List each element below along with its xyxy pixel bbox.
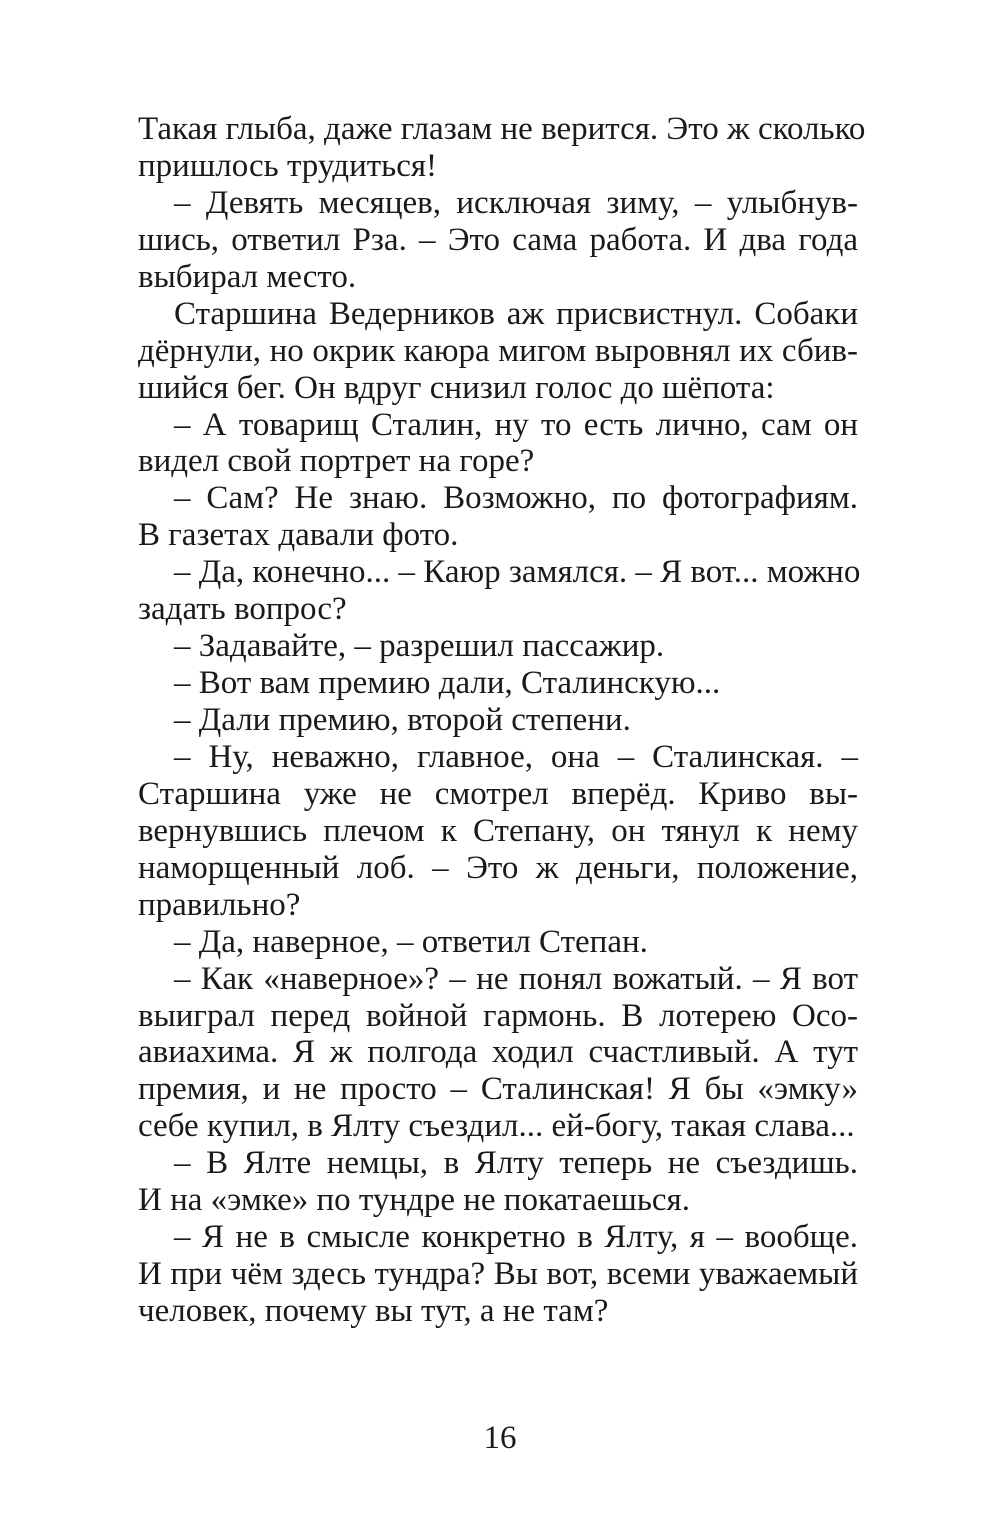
text-line: видел свой портрет на горе? [138, 443, 535, 480]
text-line: Такая глыба, даже глазам не верится. Это ж сколько [138, 111, 866, 147]
text-line: шись, ответил Рза. – Это сама работа. И два года [138, 221, 858, 258]
text-line: – Дали премию, второй степени. [174, 702, 631, 738]
text-line: премия, и не просто – Сталинская! Я бы «эмку» [138, 1071, 858, 1108]
text-line: Старшина Ведерников аж присвистнул. Собаки [174, 295, 858, 332]
text-line: дёрнули, но окрик каюра мигом выровнял их сбив- [138, 332, 858, 369]
text-line: человек, почему вы тут, а не там? [138, 1293, 609, 1329]
text-line: – Да, наверное, – ответил Степан. [174, 923, 648, 960]
text-line: – Ну, неважно, главное, она – Сталинская. – [174, 738, 858, 775]
page-number: 16 [483, 1420, 517, 1456]
text-line: Старшина уже не смотрел вперёд. Криво вы- [138, 775, 858, 812]
text-line: – А товарищ Сталин, ну то есть лично, сам он [174, 406, 858, 443]
text-line: – Девять месяцев, исключая зиму, – улыбнув- [174, 184, 858, 221]
text-line: выиграл перед войной гармонь. В лотерею Осо- [138, 997, 858, 1034]
text-line: – В Ялте немцы, в Ялту теперь не съездишь. [174, 1145, 858, 1182]
text-line: наморщенный лоб. – Это ж деньги, положение, [138, 849, 858, 886]
text-line: авиахима. Я ж полгода ходил счастливый. А тут [138, 1034, 858, 1071]
text-line: – Вот вам премию дали, Сталинскую... [174, 665, 721, 702]
text-line: правильно? [138, 886, 301, 923]
text-line: задать вопрос? [138, 591, 347, 628]
text-line: – Как «наверное»? – не понял вожатый. – Я вот [174, 960, 858, 997]
text-line: В газетах давали фото. [138, 517, 459, 554]
text-line: – Задавайте, – разрешил пассажир. [174, 628, 665, 665]
text-line: шийся бег. Он вдруг снизил голос до шёпота: [138, 369, 775, 406]
body-text [138, 111, 866, 1330]
text-line: – Я не в смысле конкретно в Ялту, я – вообще. [174, 1219, 858, 1256]
text-line: И на «эмке» по тундре не покатаешься. [138, 1182, 690, 1219]
text-line: И при чём здесь тундра? Вы вот, всеми уважаемый [138, 1256, 858, 1293]
text-line: себе купил, в Ялту съездил... ей-богу, такая слава... [138, 1108, 855, 1145]
text-line: вернувшись плечом к Степану, он тянул к нему [138, 812, 858, 849]
text-line: – Сам? Не знаю. Возможно, по фотографиям. [174, 480, 858, 517]
text-line: пришлось трудиться! [138, 147, 438, 184]
text-line: – Да, конечно... – Каюр замялся. – Я вот... можно [174, 554, 861, 591]
text-line: выбирал место. [138, 258, 357, 295]
